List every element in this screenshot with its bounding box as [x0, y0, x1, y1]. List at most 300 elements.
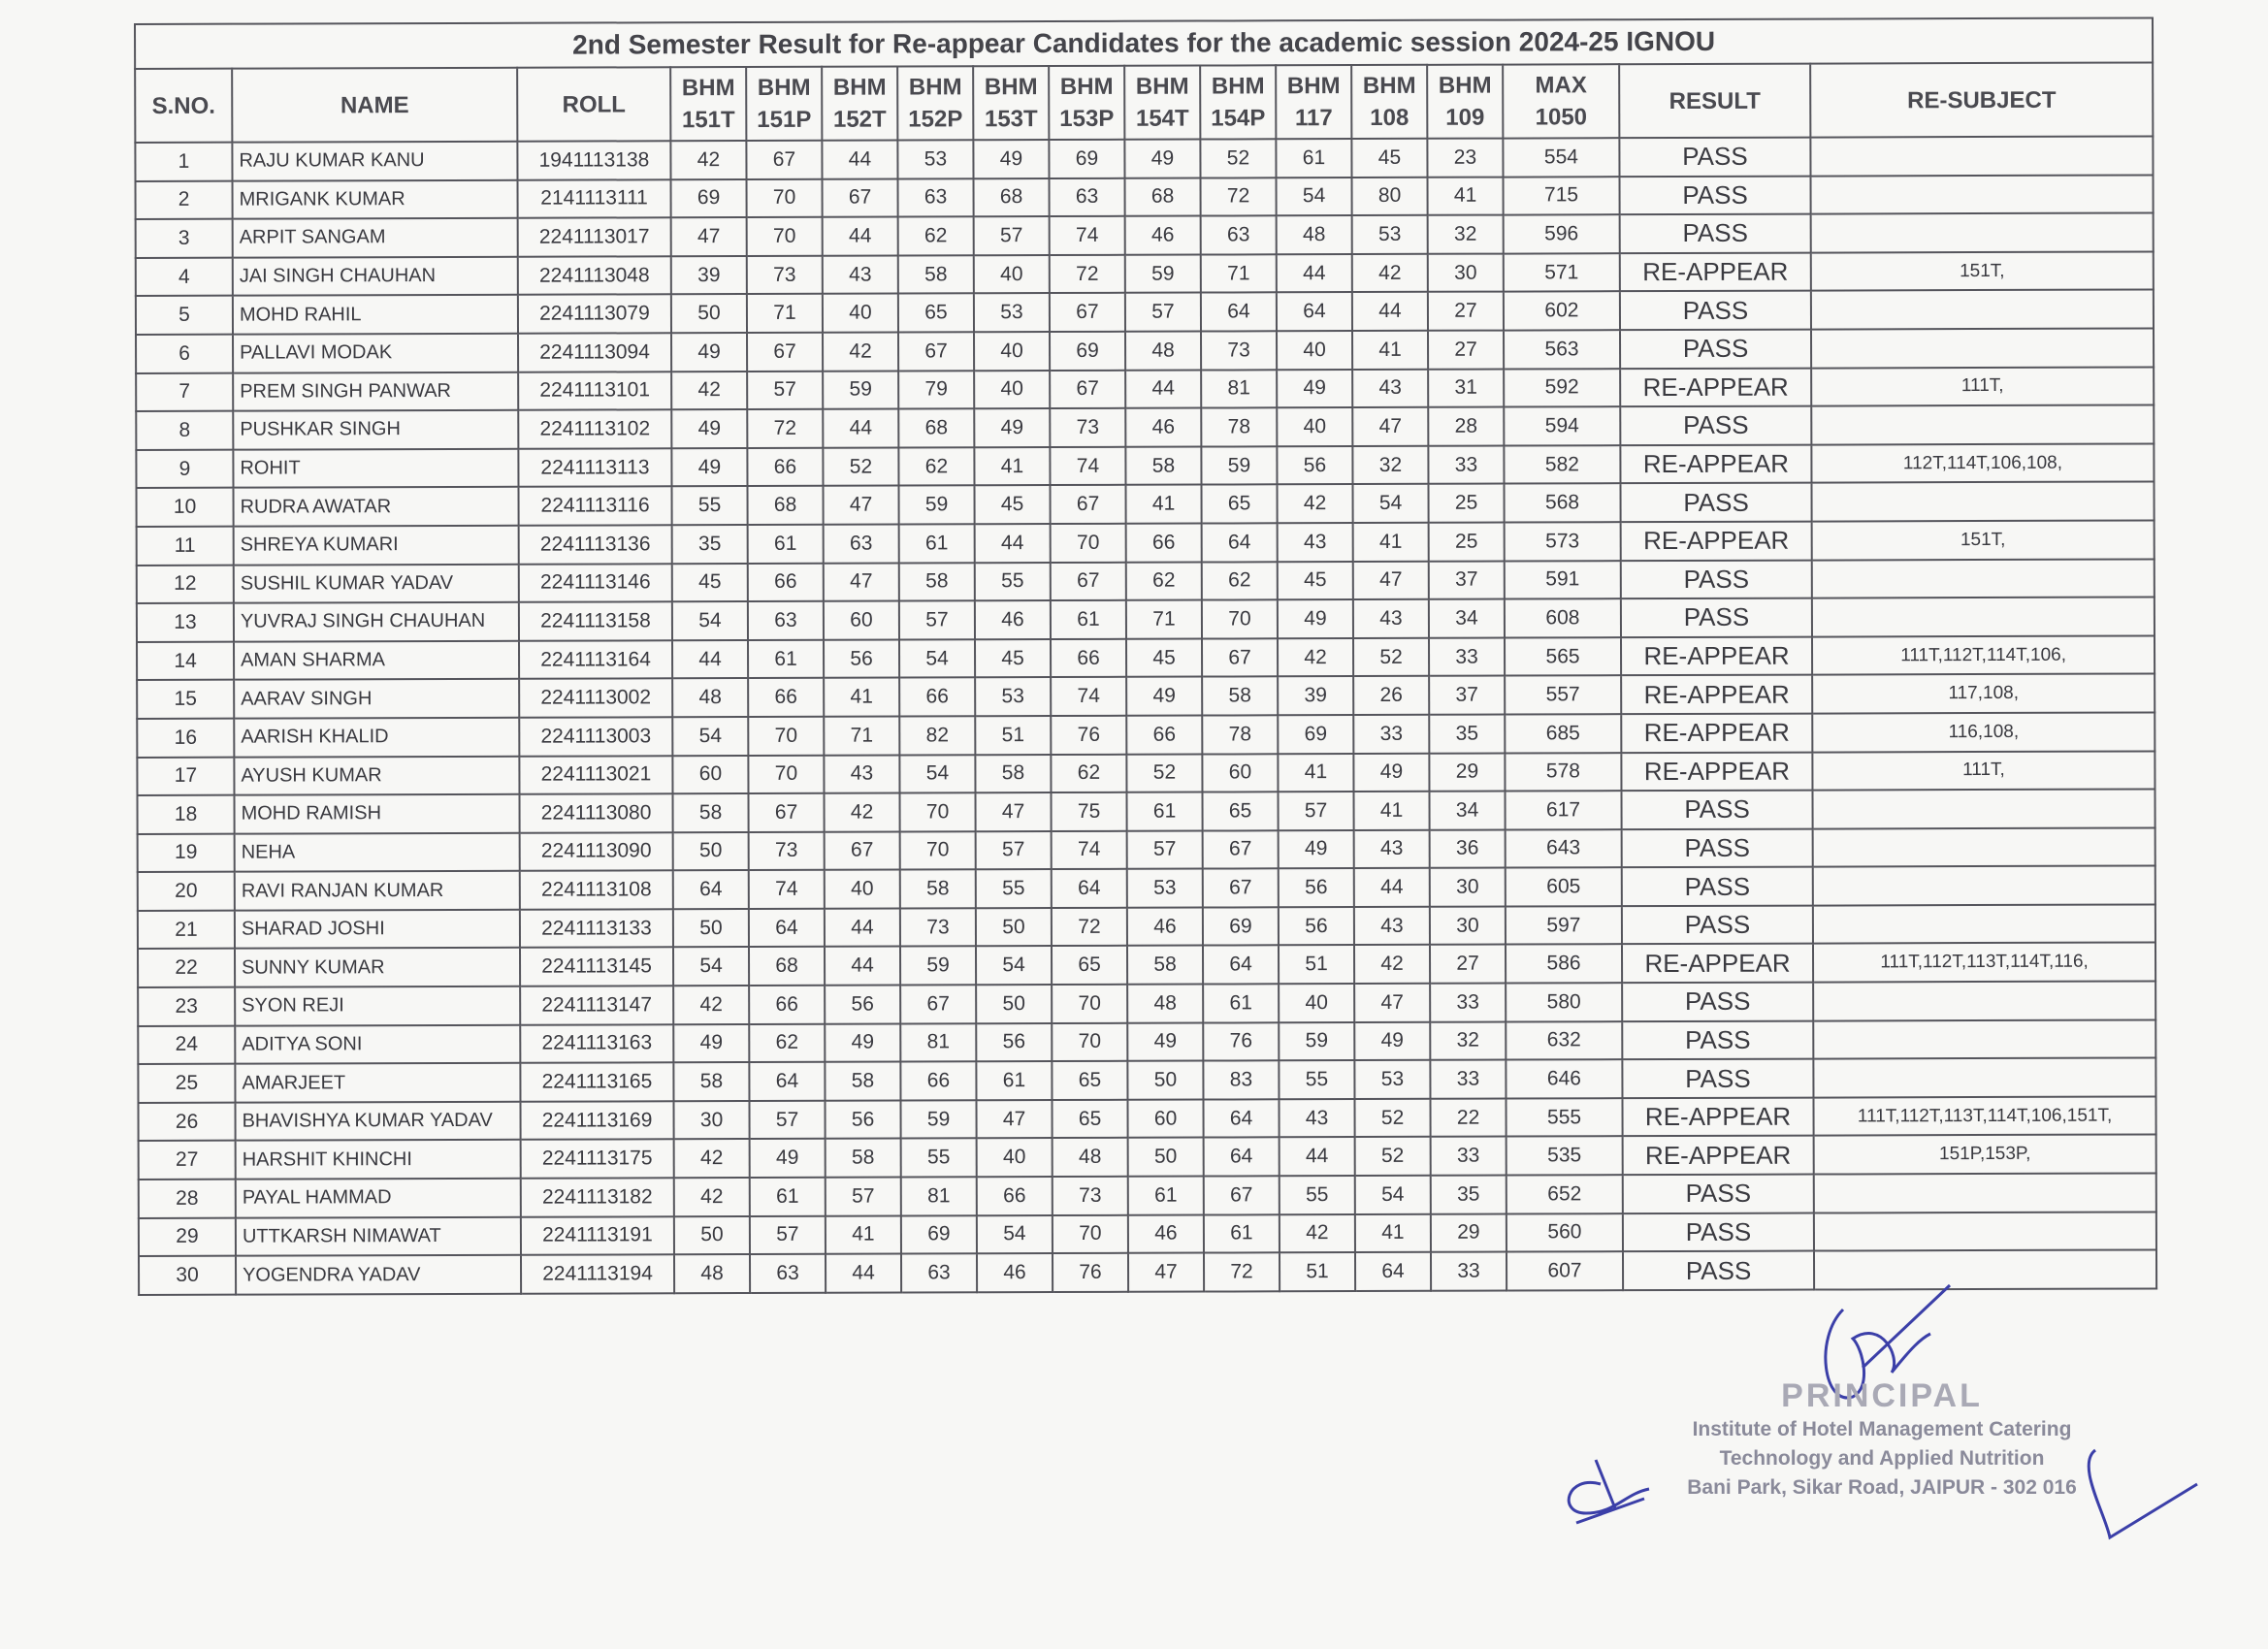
mark-cell: 57	[899, 600, 975, 639]
mark-cell: 50	[673, 909, 749, 948]
table-row	[136, 175, 2154, 219]
mark-cell: 22	[1430, 1098, 1506, 1137]
result-cell: PASS	[1622, 828, 1813, 867]
resubject-cell: 111T,	[1811, 367, 2154, 406]
mark-cell: 72	[1204, 1253, 1280, 1292]
mark-cell: 47	[671, 217, 747, 256]
initials-signature-right	[2076, 1445, 2202, 1542]
mark-cell: 60	[1127, 1099, 1203, 1138]
result-cell: PASS	[1620, 214, 1811, 253]
header-subject-code: 151P	[757, 106, 812, 133]
mark-cell: 42	[671, 372, 747, 410]
mark-cell: 41	[1126, 485, 1202, 524]
mark-cell: 42	[1352, 254, 1428, 293]
mark-cell: 49	[1126, 677, 1202, 716]
table-row	[138, 790, 2155, 834]
resubject-cell: 116,108,	[1812, 712, 2155, 752]
mark-cell: 60	[672, 756, 748, 794]
header-subject	[1200, 65, 1276, 139]
mark-cell: 47	[1354, 984, 1430, 1022]
total-cell: 715	[1504, 177, 1620, 215]
mark-cell: 78	[1201, 407, 1277, 446]
resubject-cell	[1811, 482, 2154, 522]
mark-cell: 33	[1431, 1137, 1507, 1176]
mark-cell: 64	[1202, 523, 1278, 562]
mark-cell: 50	[976, 985, 1052, 1023]
mark-cell: 27	[1428, 292, 1504, 331]
table-row	[138, 827, 2155, 872]
name-cell: NEHA	[235, 832, 520, 872]
mark-cell: 59	[823, 371, 898, 409]
mark-cell: 78	[1202, 715, 1278, 754]
mark-cell: 67	[748, 793, 824, 832]
mark-cell: 80	[1352, 177, 1428, 215]
mark-cell: 69	[1203, 907, 1279, 946]
name-cell: AARISH KHALID	[234, 718, 519, 758]
roll-cell: 2241113101	[518, 372, 671, 410]
mark-cell: 73	[900, 908, 976, 947]
mark-cell: 44	[822, 141, 897, 179]
roll-cell: 2241113090	[520, 832, 673, 871]
resubject-cell	[1812, 559, 2155, 598]
mark-cell: 65	[1052, 946, 1127, 985]
roll-cell: 2241113133	[520, 909, 673, 948]
total-cell: 582	[1504, 445, 1620, 484]
mark-cell: 66	[899, 678, 975, 717]
header-subject-code: 152T	[832, 106, 887, 133]
total-cell: 643	[1506, 829, 1622, 868]
mark-cell: 73	[747, 256, 823, 295]
mark-cell: 69	[671, 179, 747, 218]
mark-cell: 42	[674, 1139, 750, 1178]
resubject-cell: 111T,112T,114T,106,	[1812, 635, 2155, 675]
roll-cell: 2241113021	[519, 756, 672, 794]
total-cell: 560	[1507, 1213, 1623, 1252]
roll-cell: 2241113108	[520, 871, 673, 910]
mark-cell: 47	[975, 792, 1051, 831]
mark-cell: 47	[1128, 1253, 1204, 1292]
mark-cell: 30	[1428, 253, 1504, 292]
sno-cell: 10	[137, 488, 234, 527]
mark-cell: 33	[1428, 445, 1504, 484]
table-row	[138, 904, 2155, 949]
mark-cell: 58	[673, 1062, 749, 1101]
header-subject-prefix: BHM	[1059, 73, 1114, 101]
mark-cell: 49	[1127, 1022, 1203, 1061]
resubject-cell: 151T,	[1811, 251, 2154, 291]
mark-cell: 32	[1428, 215, 1504, 254]
mark-cell: 71	[1201, 254, 1277, 293]
mark-cell: 42	[1278, 484, 1353, 523]
header-subject-code: 154P	[1211, 105, 1266, 132]
name-cell: AMAN SHARMA	[234, 640, 519, 680]
stamp-line: Institute of Hotel Management Catering	[1692, 1418, 2072, 1440]
result-cell: PASS	[1619, 138, 1810, 177]
mark-cell: 47	[824, 486, 899, 525]
mark-cell: 73	[1053, 1177, 1128, 1215]
mark-cell: 40	[974, 371, 1050, 409]
mark-cell: 54	[899, 639, 975, 678]
mark-cell: 45	[975, 485, 1051, 524]
result-cell: PASS	[1620, 176, 1811, 214]
resubject-cell	[1813, 1019, 2155, 1059]
sno-cell: 20	[138, 872, 235, 911]
mark-cell: 66	[748, 563, 824, 601]
table-row	[137, 520, 2155, 565]
mark-cell: 56	[825, 1100, 900, 1139]
name-cell: UTTKARSH NIMAWAT	[236, 1216, 521, 1256]
mark-cell: 55	[975, 563, 1051, 601]
mark-cell: 44	[825, 947, 900, 986]
total-cell: 535	[1507, 1137, 1623, 1176]
total-cell: 652	[1507, 1175, 1623, 1213]
sno-cell: 25	[138, 1064, 235, 1103]
mark-cell: 55	[976, 869, 1052, 908]
header-subject	[822, 67, 897, 141]
mark-cell: 57	[974, 216, 1050, 255]
header-subject	[1351, 65, 1427, 139]
mark-cell: 42	[824, 793, 899, 832]
resubject-cell	[1814, 1173, 2156, 1212]
total-cell: 563	[1504, 330, 1620, 369]
mark-cell: 63	[824, 524, 899, 563]
name-cell: YUVRAJ SINGH CHAUHAN	[234, 602, 519, 642]
header-max-value: 1050	[1535, 104, 1588, 131]
mark-cell: 48	[1125, 332, 1201, 371]
sno-cell: 22	[138, 949, 235, 987]
mark-cell: 47	[1352, 407, 1428, 446]
document-title: 2nd Semester Result for Re-appear Candidates for the academic session 2024-25 IGNOU	[135, 17, 2153, 69]
sno-cell: 7	[136, 372, 233, 411]
table-row	[136, 290, 2154, 335]
roll-cell: 2241113146	[519, 564, 672, 602]
mark-cell: 67	[1050, 370, 1125, 408]
table-row	[138, 866, 2155, 911]
mark-cell: 61	[1126, 792, 1202, 831]
mark-cell: 63	[1201, 215, 1277, 254]
mark-cell: 40	[974, 332, 1050, 371]
result-cell: PASS	[1621, 791, 1812, 829]
mark-cell: 62	[1051, 754, 1126, 792]
result-cell: PASS	[1620, 406, 1811, 445]
mark-cell: 54	[1352, 484, 1428, 523]
table-row	[136, 443, 2154, 488]
mark-cell: 43	[1353, 599, 1429, 638]
name-cell: PUSHKAR SINGH	[233, 410, 518, 450]
stamp-line: Technology and Applied Nutrition	[1719, 1447, 2045, 1470]
mark-cell: 63	[901, 1253, 977, 1292]
resubject-cell	[1814, 1212, 2156, 1251]
resubject-cell	[1813, 904, 2155, 944]
mark-cell: 30	[1430, 868, 1506, 907]
sno-cell: 19	[138, 833, 235, 872]
header-subject-code: 152P	[908, 106, 963, 133]
mark-cell: 44	[823, 217, 898, 256]
table-row	[136, 328, 2154, 372]
result-cell: RE-APPEAR	[1621, 752, 1812, 791]
mark-cell: 40	[825, 870, 900, 909]
total-cell: 578	[1505, 753, 1621, 792]
roll-cell: 2241113048	[518, 256, 671, 295]
mark-cell: 63	[748, 601, 824, 640]
table-row	[138, 1019, 2155, 1064]
roll-cell: 2241113165	[520, 1063, 673, 1102]
mark-cell: 42	[674, 1178, 750, 1216]
sno-cell: 15	[137, 680, 234, 719]
sno-cell: 16	[137, 719, 234, 758]
mark-cell: 64	[1355, 1252, 1431, 1291]
total-cell: 592	[1504, 369, 1620, 407]
name-cell: SHREYA KUMARI	[234, 526, 519, 566]
total-cell: 596	[1504, 214, 1620, 253]
mark-cell: 51	[1279, 946, 1354, 985]
mark-cell: 79	[898, 371, 974, 409]
mark-cell: 55	[1279, 1060, 1354, 1099]
mark-cell: 46	[1125, 408, 1201, 447]
name-cell: AMARJEET	[235, 1063, 520, 1103]
header-subject	[897, 66, 973, 140]
mark-cell: 47	[1353, 561, 1429, 599]
mark-cell: 50	[673, 832, 749, 871]
mark-cell: 69	[1049, 140, 1124, 178]
mark-cell: 42	[670, 141, 746, 179]
mark-cell: 65	[1052, 1100, 1127, 1139]
header-subject-prefix: BHM	[832, 74, 887, 101]
header-subject	[1124, 66, 1200, 140]
header-subject-prefix: BHM	[1438, 72, 1492, 99]
mark-cell: 54	[977, 1215, 1053, 1254]
total-cell: 685	[1505, 714, 1621, 753]
result-cell: PASS	[1622, 1020, 1813, 1059]
result-cell: RE-APPEAR	[1621, 522, 1812, 561]
mark-cell: 61	[976, 1061, 1052, 1100]
mark-cell: 61	[748, 639, 824, 678]
mark-cell: 81	[900, 1023, 976, 1062]
result-cell: RE-APPEAR	[1621, 636, 1812, 675]
mark-cell: 68	[898, 408, 974, 447]
mark-cell: 83	[1203, 1061, 1279, 1100]
mark-cell: 59	[1201, 446, 1277, 485]
result-cell: RE-APPEAR	[1620, 444, 1811, 483]
mark-cell: 62	[898, 447, 974, 486]
mark-cell: 35	[1429, 714, 1505, 753]
result-cell: PASS	[1622, 905, 1813, 944]
mark-cell: 66	[748, 678, 824, 717]
header-resubject	[1810, 62, 2153, 137]
sno-cell: 12	[137, 565, 234, 603]
mark-cell: 49	[1278, 599, 1353, 638]
mark-cell: 43	[1279, 1099, 1354, 1138]
mark-cell: 41	[1278, 754, 1353, 792]
mark-cell: 53	[1127, 869, 1203, 908]
table-row	[138, 943, 2155, 987]
mark-cell: 76	[1203, 1022, 1279, 1061]
total-cell: 607	[1507, 1251, 1623, 1290]
mark-cell: 41	[1428, 177, 1504, 215]
mark-cell: 57	[1127, 830, 1203, 869]
resubject-cell	[1811, 175, 2154, 214]
mark-cell: 66	[1051, 639, 1126, 678]
mark-cell: 81	[901, 1177, 977, 1215]
header-subject	[746, 67, 822, 141]
sno-cell: 27	[139, 1141, 236, 1180]
name-cell: ADITYA SONI	[235, 1024, 520, 1064]
roll-cell: 1941113138	[517, 141, 670, 179]
header-subject	[670, 67, 746, 141]
name-cell: RAVI RANJAN KUMAR	[235, 871, 520, 911]
mark-cell: 57	[826, 1178, 901, 1216]
resubject-cell	[1813, 982, 2155, 1021]
mark-cell: 26	[1353, 676, 1429, 715]
mark-cell: 60	[824, 601, 899, 640]
mark-cell: 74	[1050, 216, 1125, 255]
sno-cell: 8	[136, 411, 233, 450]
mark-cell: 68	[749, 947, 825, 986]
mark-cell: 31	[1428, 369, 1504, 407]
mark-cell: 66	[977, 1177, 1053, 1215]
sno-cell: 1	[135, 143, 232, 181]
mark-cell: 48	[1127, 985, 1203, 1023]
mark-cell: 70	[748, 717, 824, 756]
mark-cell: 45	[1126, 638, 1202, 677]
total-cell: 568	[1504, 484, 1620, 523]
total-cell: 580	[1506, 983, 1622, 1021]
resubject-cell	[1811, 213, 2154, 253]
header-subject-prefix: BHM	[1211, 73, 1265, 100]
mark-cell: 58	[898, 255, 974, 294]
total-cell: 573	[1505, 522, 1621, 561]
mark-cell: 47	[824, 563, 899, 601]
name-cell: JAI SINGH CHAUHAN	[233, 257, 518, 297]
mark-cell: 62	[749, 1023, 825, 1062]
mark-cell: 44	[1354, 868, 1430, 907]
mark-cell: 58	[825, 1062, 900, 1101]
mark-cell: 44	[1277, 254, 1352, 293]
mark-cell: 57	[1278, 792, 1353, 830]
mark-cell: 58	[1125, 446, 1201, 485]
header-sno: S.NO.	[135, 69, 232, 143]
mark-cell: 66	[1126, 715, 1202, 754]
mark-cell: 70	[1052, 985, 1127, 1023]
mark-cell: 65	[1202, 485, 1278, 524]
mark-cell: 49	[1354, 1021, 1430, 1060]
header-name: NAME	[232, 68, 517, 143]
sno-cell: 6	[136, 335, 233, 373]
name-cell: ROHIT	[233, 449, 518, 489]
mark-cell: 61	[750, 1178, 826, 1216]
mark-cell: 61	[1204, 1214, 1280, 1253]
mark-cell: 54	[1277, 178, 1352, 216]
mark-cell: 72	[747, 409, 823, 448]
mark-cell: 45	[1351, 139, 1427, 178]
mark-cell: 58	[826, 1139, 901, 1178]
mark-cell: 41	[974, 447, 1050, 486]
resubject-cell	[1812, 790, 2155, 829]
mark-cell: 64	[1277, 292, 1352, 331]
mark-cell: 49	[974, 408, 1050, 447]
mark-cell: 58	[899, 563, 975, 601]
mark-cell: 54	[673, 947, 749, 986]
roll-cell: 2241113080	[519, 793, 672, 832]
mark-cell: 64	[1204, 1138, 1280, 1177]
result-cell: PASS	[1622, 983, 1813, 1021]
roll-cell: 2241113169	[520, 1101, 673, 1140]
result-cell: PASS	[1620, 291, 1811, 330]
mark-cell: 53	[1352, 215, 1428, 254]
mark-cell: 44	[1280, 1137, 1355, 1176]
total-cell: 605	[1506, 867, 1622, 906]
mark-cell: 53	[975, 677, 1051, 716]
mark-cell: 70	[900, 831, 976, 870]
total-cell: 557	[1505, 675, 1621, 714]
resubject-cell	[1813, 866, 2155, 906]
sno-cell: 24	[138, 1025, 235, 1064]
mark-cell: 44	[826, 1254, 901, 1293]
mark-cell: 58	[672, 793, 748, 832]
mark-cell: 33	[1429, 637, 1505, 676]
mark-cell: 61	[1203, 984, 1279, 1022]
name-cell: SYON REJI	[235, 986, 520, 1026]
mark-cell: 81	[1201, 370, 1277, 408]
roll-cell: 2241113094	[518, 333, 671, 372]
mark-cell: 33	[1353, 715, 1429, 754]
stamp-title: PRINCIPAL	[1781, 1377, 1983, 1414]
mark-cell: 49	[1279, 830, 1354, 869]
header-max	[1503, 64, 1619, 138]
mark-cell: 59	[899, 486, 975, 525]
header-subject	[1276, 65, 1351, 139]
mark-cell: 49	[671, 448, 747, 487]
mark-cell: 52	[1126, 754, 1202, 792]
sno-cell: 18	[138, 795, 235, 834]
total-cell: 554	[1503, 138, 1619, 177]
result-cell: RE-APPEAR	[1621, 713, 1812, 752]
name-cell: RUDRA AWATAR	[234, 487, 519, 527]
mark-cell: 56	[825, 986, 900, 1024]
mark-cell: 70	[1202, 599, 1278, 638]
result-cell: RE-APPEAR	[1622, 1097, 1813, 1136]
mark-cell: 65	[1202, 792, 1278, 830]
mark-cell: 57	[750, 1215, 826, 1254]
header-subject-prefix: BHM	[757, 74, 811, 101]
mark-cell: 32	[1352, 446, 1428, 485]
result-cell: PASS	[1620, 483, 1811, 522]
header-subject	[973, 66, 1049, 140]
mark-cell: 74	[1050, 447, 1125, 486]
mark-cell: 67	[825, 831, 900, 870]
mark-cell: 43	[824, 755, 899, 793]
roll-cell: 2241113002	[519, 679, 672, 718]
mark-cell: 70	[748, 755, 824, 793]
total-cell: 646	[1506, 1059, 1622, 1098]
mark-cell: 61	[748, 525, 824, 564]
roll-cell: 2241113116	[519, 487, 672, 526]
mark-cell: 71	[1126, 600, 1202, 639]
result-cell: PASS	[1623, 1251, 1814, 1290]
mark-cell: 59	[1125, 254, 1201, 293]
mark-cell: 40	[823, 294, 898, 333]
mark-cell: 43	[1352, 369, 1428, 407]
sno-cell: 29	[139, 1217, 236, 1256]
mark-cell: 42	[1354, 945, 1430, 984]
mark-cell: 82	[899, 716, 975, 755]
mark-cell: 54	[976, 947, 1052, 986]
resubject-cell	[1811, 405, 2154, 445]
table-row	[136, 213, 2154, 258]
mark-cell: 75	[1051, 792, 1126, 831]
sno-cell: 13	[137, 603, 234, 642]
mark-cell: 27	[1430, 945, 1506, 984]
